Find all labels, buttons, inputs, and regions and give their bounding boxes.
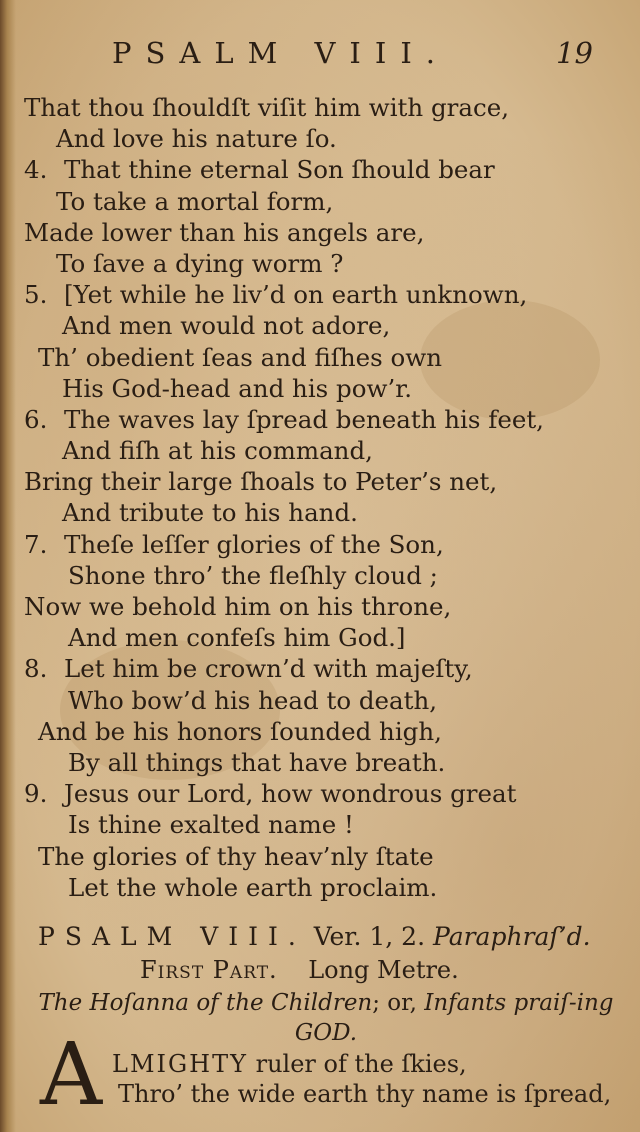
subtitle-part-b: Infants praiſ-ing GOD. bbox=[294, 990, 614, 1046]
psalm-heading bbox=[38, 922, 591, 951]
verse-line bbox=[0, 872, 640, 903]
verse-number: 6. bbox=[24, 404, 48, 434]
verse-text: And men would not adore, bbox=[62, 311, 391, 341]
opening-line-1 bbox=[112, 1050, 467, 1078]
verse-line bbox=[0, 591, 640, 622]
verse-line bbox=[0, 310, 640, 341]
verse-text: Made lower than his angels are, bbox=[24, 217, 425, 247]
psalm-heading-title: PSALM VIII. bbox=[38, 922, 306, 951]
opening-line-1-rest: ruler of the ſkies, bbox=[255, 1050, 467, 1078]
verse-number: 9. bbox=[24, 779, 48, 809]
verse-text: And be his honors ſounded high, bbox=[38, 716, 442, 746]
verse-text: To take a mortal form, bbox=[56, 186, 334, 216]
verse-line bbox=[0, 123, 640, 154]
verse-text: [Yet while he liv’d on earth unknown, bbox=[64, 280, 528, 310]
part-metre-line bbox=[140, 956, 459, 984]
verse-text: Jesus our Lord, how wondrous great bbox=[64, 779, 517, 809]
verse-text: And men confeſs him God.] bbox=[68, 623, 406, 653]
verse-line bbox=[0, 248, 640, 279]
verse-reference: Ver. 1, 2. bbox=[313, 922, 426, 951]
verse-number: 4. bbox=[24, 155, 48, 185]
verse-text: Now we behold him on his throne, bbox=[24, 592, 452, 621]
verse-text: Bring their large ſhoals to Peter’s net, bbox=[24, 467, 498, 497]
verse-line bbox=[0, 217, 640, 248]
verse-text: And fiſh at his command, bbox=[62, 436, 373, 466]
verse-text: Let the whole earth proclaim. bbox=[68, 872, 438, 902]
verse-text: Theſe leſſer glories of the Son, bbox=[64, 529, 444, 559]
verse-line bbox=[0, 373, 640, 404]
verse-line bbox=[0, 435, 640, 466]
verse-text: Is thine exalted name ! bbox=[68, 810, 354, 840]
verse-text: By all things that have breath. bbox=[68, 747, 446, 777]
verse-line bbox=[0, 92, 640, 123]
opening-line-1-caps: LMIGHTY bbox=[112, 1050, 248, 1078]
drop-cap: A bbox=[40, 1025, 103, 1125]
verse-text: Who bow’d his head to death, bbox=[68, 685, 438, 715]
verse-line bbox=[0, 279, 640, 310]
verse-line bbox=[0, 716, 640, 747]
verse-text: Shone thro’ the fleſhly cloud ; bbox=[68, 560, 438, 590]
verse-text: That thine eternal Son ſhould bear bbox=[64, 155, 495, 185]
psalm-verses bbox=[0, 92, 640, 903]
verse-line bbox=[0, 154, 640, 185]
verse-text: To ſave a dying worm ? bbox=[56, 248, 344, 278]
subtitle-part-a: The Hoſanna of the Children bbox=[38, 990, 373, 1016]
subtitle-separator: ; or, bbox=[372, 990, 417, 1016]
verse-number: 8. bbox=[24, 654, 48, 684]
metre-label: Long Metre. bbox=[308, 956, 459, 984]
verse-line bbox=[0, 841, 640, 872]
verse-text: His God-head and his pow’r. bbox=[62, 373, 413, 403]
verse-line bbox=[0, 404, 640, 435]
verse-line bbox=[0, 342, 640, 373]
psalm-subtitle bbox=[36, 988, 616, 1048]
verse-text: And tribute to his hand. bbox=[62, 498, 358, 528]
verse-line bbox=[0, 497, 640, 528]
verse-number: 7. bbox=[24, 529, 48, 559]
verse-line bbox=[0, 466, 640, 497]
verse-text: And love his nature ſo. bbox=[56, 124, 337, 154]
verse-line bbox=[0, 747, 640, 778]
verse-text: That thou ſhouldſt viſit him with grace, bbox=[24, 93, 509, 122]
part-label: First Part. bbox=[140, 956, 278, 984]
opening-line-2: Thro’ the wide earth thy name is ſpread, bbox=[118, 1080, 612, 1108]
verse-line bbox=[0, 685, 640, 716]
verse-line bbox=[0, 529, 640, 560]
paraphrased-label: Paraphraſ’d. bbox=[433, 922, 591, 951]
verse-text: Th’ obedient ſeas and fiſhes own bbox=[38, 342, 442, 372]
page-header bbox=[0, 36, 640, 80]
verse-line bbox=[0, 778, 640, 809]
verse-text: The glories of thy heav’nly ſtate bbox=[38, 841, 434, 871]
verse-line bbox=[0, 622, 640, 653]
verse-line bbox=[0, 186, 640, 217]
verse-text: The waves lay ſpread beneath his feet, bbox=[64, 404, 544, 434]
verse-line bbox=[0, 560, 640, 591]
page-number: 19 bbox=[556, 36, 593, 70]
running-title: PSALM VIII. bbox=[112, 36, 450, 70]
verse-line bbox=[0, 653, 640, 684]
verse-number: 5. bbox=[24, 280, 48, 310]
verse-text: Let him be crown’d with majeſty, bbox=[64, 654, 473, 684]
verse-line bbox=[0, 809, 640, 840]
